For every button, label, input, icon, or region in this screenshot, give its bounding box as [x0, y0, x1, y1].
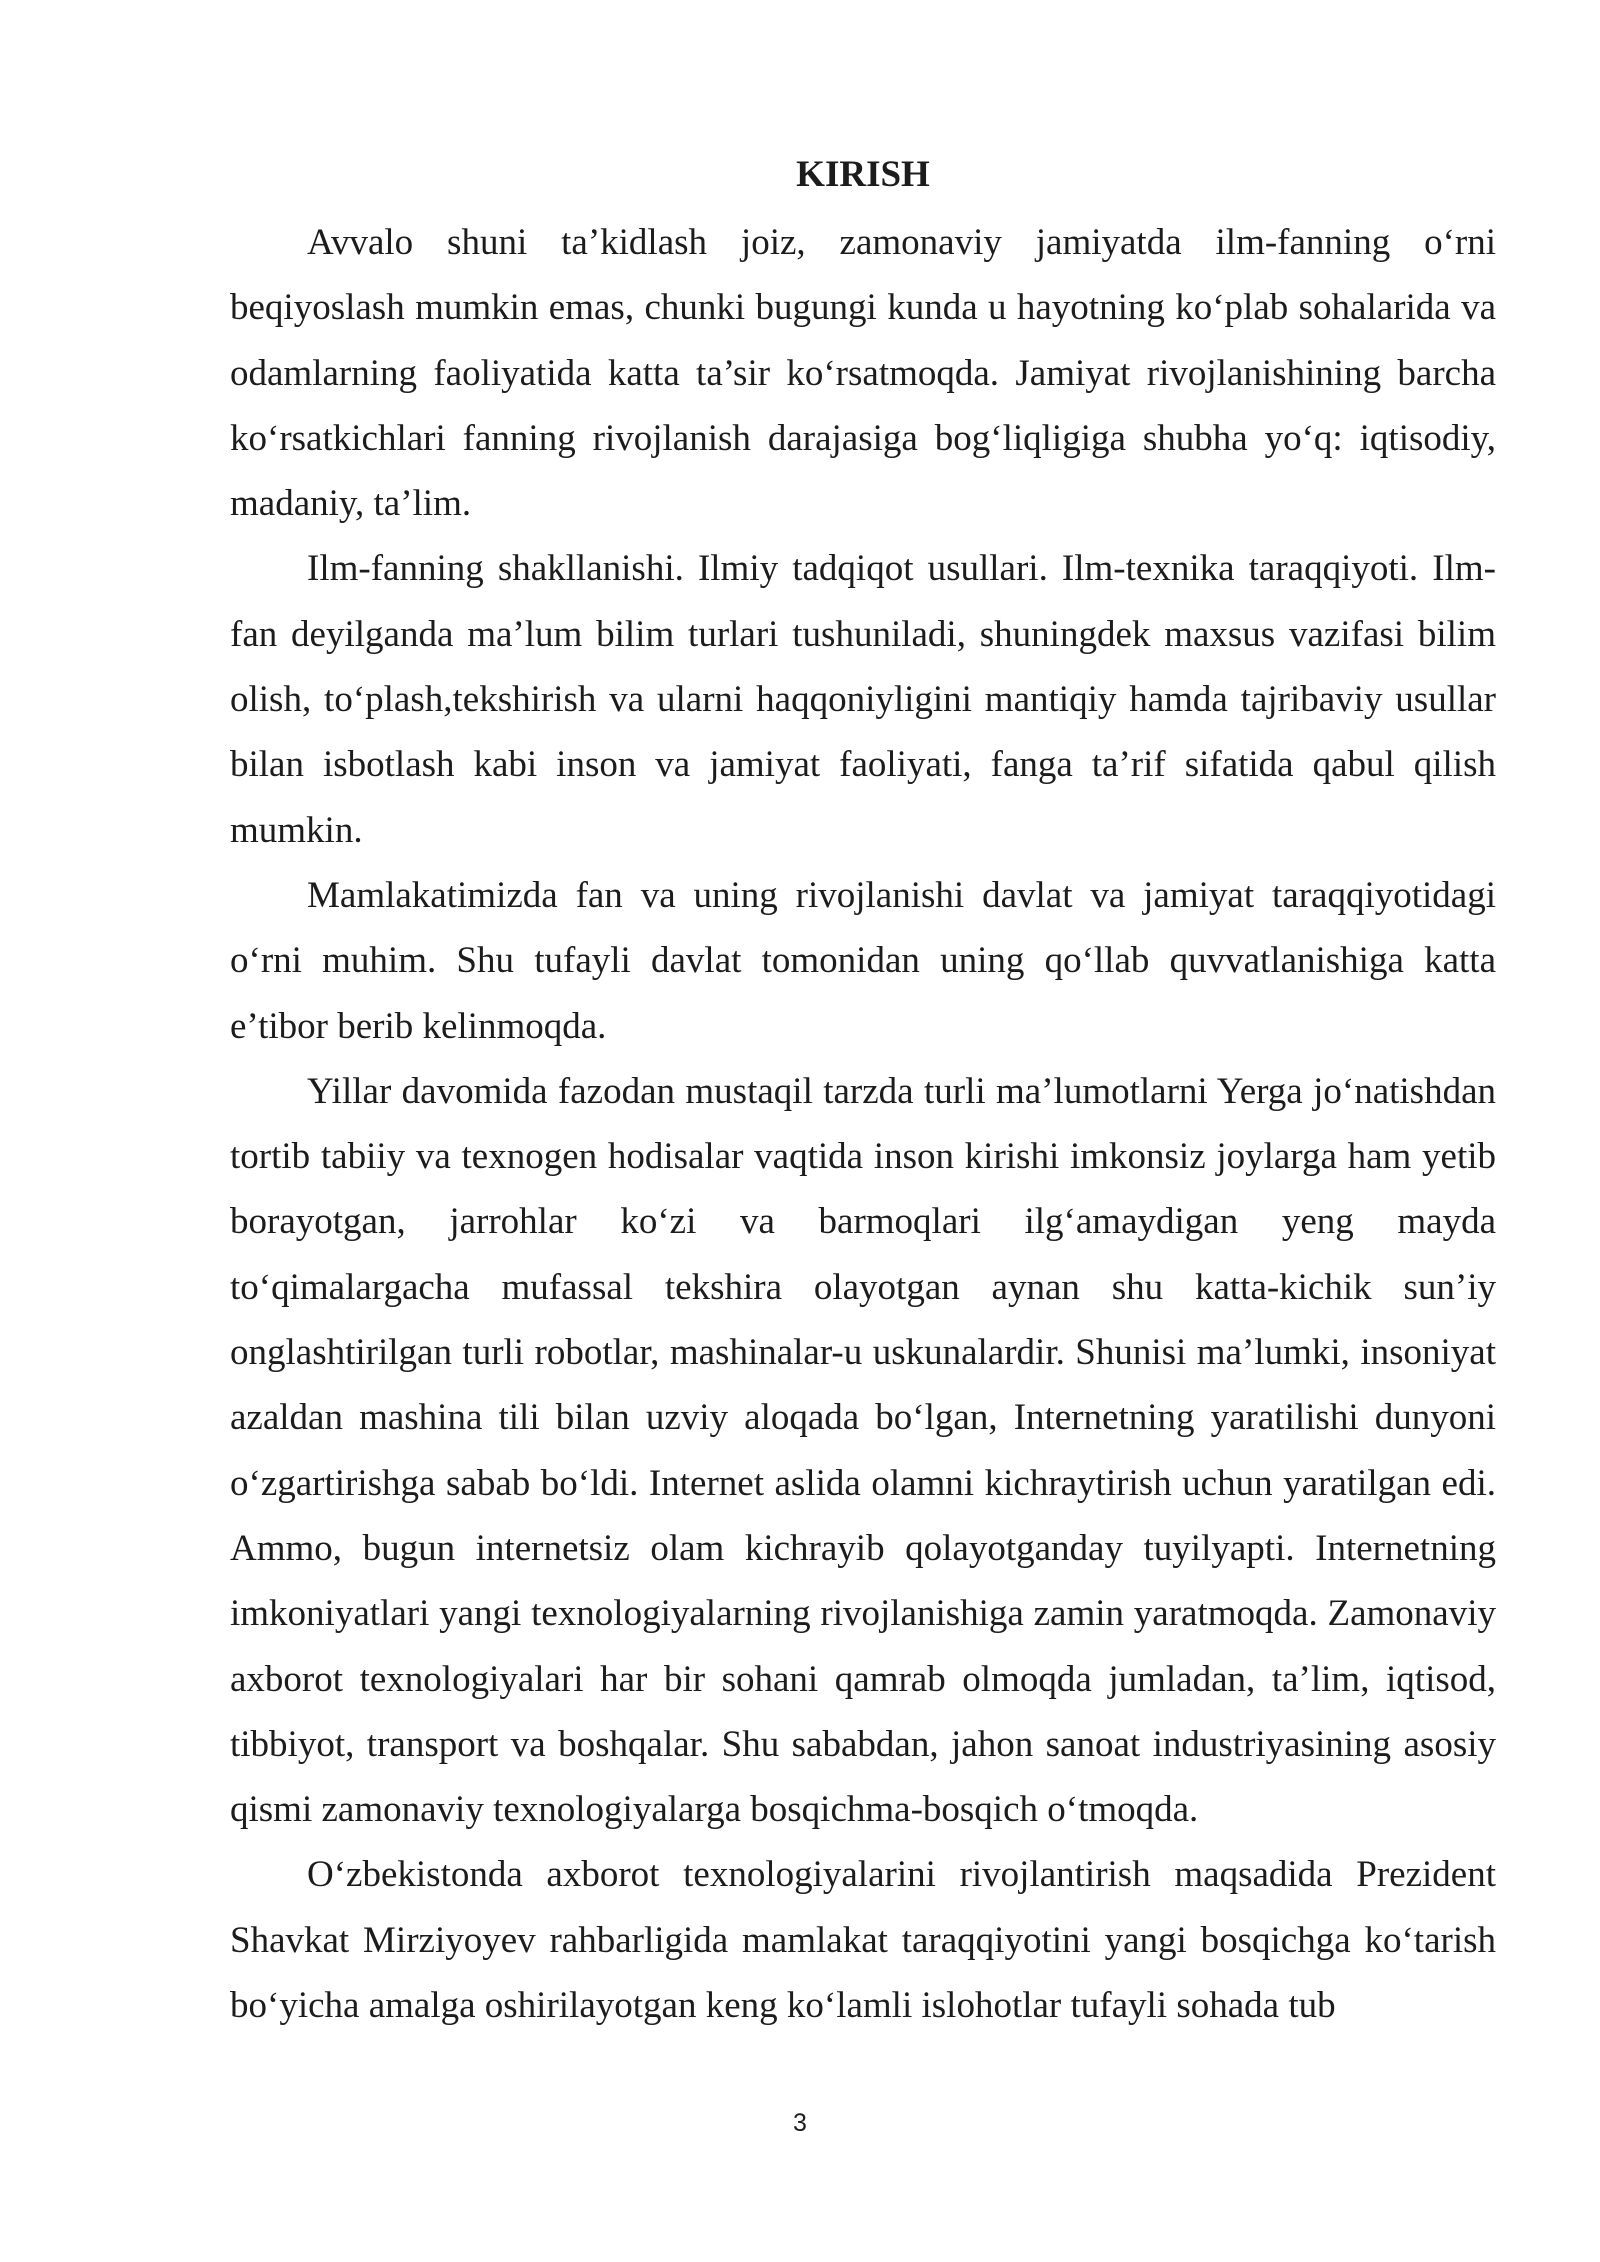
section-heading: KIRISH — [796, 154, 930, 195]
paragraph-2: Ilm-fanning shakllanishi. Ilmiy tadqiqot usullari. Ilm-texnika taraqqiyoti. Ilm-fan deyilganda ma’lum bilim turlari tushuniladi, shuningdek maxsus vazifasi bilim olish, to‘plash,tekshirish va ularni haqqoniyligini mantiqiy hamda tajribaviy usullar bilan isbotlash kabi inson va jamiyat faoliyati, fanga ta’rif sifatida qabul qilish mumkin. — [230, 548, 1496, 851]
paragraph-3: Mamlakatimizda fan va uning rivojlanishi davlat va jamiyat taraqqiyotidagi o‘rni muhim. Shu tufayli davlat tomonidan uning qo‘llab quvvatlanishiga katta e’tibor berib kelinmoqda. — [230, 874, 1496, 1047]
paragraph-4: Yillar davomida fazodan mustaqil tarzda turli ma’lumotlarni Yerga jo‘natishdan tortib tabiiy va texnogen hodisalar vaqtida inson kirishi imkonsiz joylarga ham yetib borayotgan, jarrohlar ko‘zi va barmoqlari ilg‘amaydigan yeng mayda to‘qimalargacha mufassal tekshira olayotgan aynan shu katta-kichik sun’iy onglashtirilgan turli robotlar, mashinalar-u uskunalardir. Shunisi ma’lumki, insoniyat azaldan mashina tili bilan uzviy aloqada bo‘lgan, Internetning yaratilishi dunyoni o‘zgartirishga sabab bo‘ldi. Internet aslida olamni kichraytirish uchun yaratilgan edi. Ammo, bugun internetsiz olam kichrayib qolayotganday tuyilyapti. Internetning imkoniyatlari yangi texnologiyalarning rivojlanishiga zamin yaratmoqda. Zamonaviy axborot texnologiyalari har bir sohani qamrab olmoqda jumladan, ta’lim, iqtisod, tibbiyot, transport va boshqalar. Shu sababdan, jahon sanoat industriyasining asosiy qismi zamonaviy texnologiyalarga bosqichma-bosqich o‘tmoqda. — [230, 1070, 1496, 1831]
paragraph-5: O‘zbekistonda axborot texnologiyalarini rivojlantirish maqsadida Prezident Shavkat Mirziyoyev rahbarligida mamlakat taraqqiyotini yangi bosqichga ko‘tarish bo‘yicha amalga oshirilayotgan keng ko‘lamli islohotlar tufayli sohada tub — [230, 1854, 1496, 2027]
paragraph-1: Avvalo shuni ta’kidlash joiz, zamonaviy jamiyatda ilm-fanning o‘rni beqiyoslash mumkin emas, chunki bugungi kunda u hayotning ko‘plab sohalarida va odamlarning faoliyatida katta ta’sir ko‘rsatmoqda. Jamiyat rivojlanishining barcha ko‘rsatkichlari fanning rivojlanish darajasiga bog‘liqligiga shubha yo‘q: iqtisodiy, madaniy, ta’lim. — [230, 222, 1496, 525]
page-number: 3 — [793, 2109, 807, 2137]
body-text — [230, 210, 1496, 2038]
